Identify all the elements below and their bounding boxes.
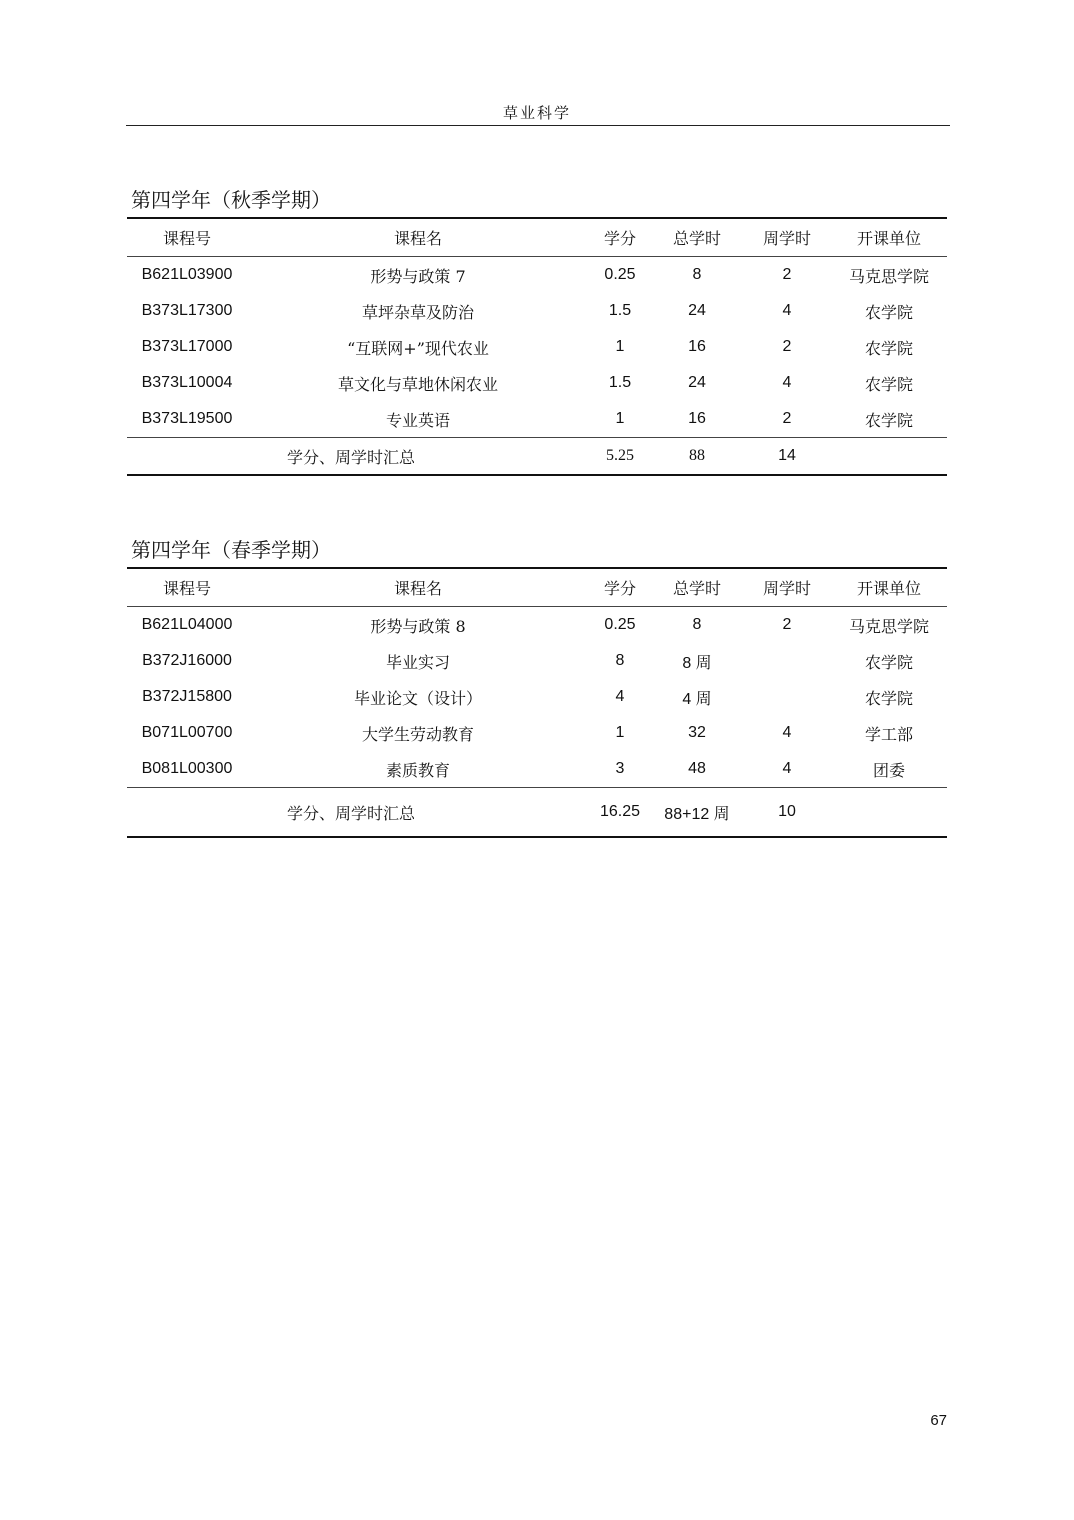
course-name: 草坪杂草及防治 [361, 302, 474, 322]
table-row [127, 751, 947, 788]
course-weekly-hours [743, 643, 831, 679]
course-unit: 团委 [872, 760, 905, 780]
page-number: 67 [930, 1412, 947, 1429]
course-code: B081L00300 [141, 760, 233, 777]
course-unit: 农学院 [864, 302, 913, 322]
course-total-hours: 16 [688, 410, 706, 427]
total-unit-empty [831, 438, 947, 476]
table-header-row [127, 218, 947, 257]
column-header-weekly-hours: 周学时 [743, 218, 831, 257]
total-label: 学分、周学时汇总 [127, 788, 589, 838]
column-header-code: 课程号 [127, 568, 247, 607]
course-name: 毕业实习 [385, 652, 450, 672]
course-weekly-hours: 4 [782, 302, 792, 319]
course-weekly-hours: 2 [782, 616, 792, 633]
course-unit: 农学院 [864, 374, 913, 394]
total-row [127, 788, 947, 838]
running-header: 草业科学 [502, 104, 571, 122]
course-code: B373L17300 [141, 302, 233, 319]
course-weekly-hours [743, 679, 831, 715]
column-header-name: 课程名 [247, 568, 589, 607]
course-weekly-hours: 2 [782, 410, 792, 427]
course-unit: 农学院 [864, 652, 913, 672]
total-weekly-hours: 14 [743, 438, 831, 476]
course-total-hours: 32 [688, 724, 706, 741]
column-header-name: 课程名 [247, 218, 589, 257]
column-header-code: 课程号 [127, 218, 247, 257]
course-credits: 1 [615, 410, 625, 427]
total-credits: 5.25 [589, 438, 651, 476]
column-header-weekly-hours: 周学时 [743, 568, 831, 607]
course-total-hours: 4 周 [682, 690, 712, 708]
course-table-autumn [127, 217, 947, 476]
table-row [127, 257, 947, 294]
course-total-hours: 8 周 [682, 654, 712, 672]
section-title-spring: 第四学年（春季学期） [131, 538, 331, 562]
course-credits: 3 [615, 760, 625, 777]
course-credits: 1.5 [608, 374, 632, 391]
course-code: B372J16000 [142, 652, 232, 669]
course-unit: 学工部 [864, 724, 913, 744]
course-name: 形势与政策 8 [370, 616, 466, 636]
course-name: 大学生劳动教育 [361, 724, 474, 744]
course-code: B372J15800 [142, 688, 232, 705]
course-credits: 1.5 [608, 302, 632, 319]
course-name: 素质教育 [385, 760, 450, 780]
course-unit: 农学院 [864, 688, 913, 708]
course-code: B621L03900 [141, 266, 233, 283]
total-weekly-hours: 10 [743, 788, 831, 838]
course-weekly-hours: 4 [782, 724, 792, 741]
table-row [127, 329, 947, 365]
course-total-hours: 48 [688, 760, 706, 777]
course-total-hours: 16 [688, 338, 706, 355]
table-row [127, 715, 947, 751]
course-code: B373L17000 [141, 338, 233, 355]
course-credits: 0.25 [604, 266, 636, 283]
course-name: 草文化与草地休闲农业 [337, 374, 498, 394]
course-name: 形势与政策 7 [370, 266, 466, 286]
column-header-credits: 学分 [589, 568, 651, 607]
course-table-spring [127, 567, 947, 838]
total-row [127, 438, 947, 476]
header-rule [126, 125, 950, 126]
course-total-hours: 8 [692, 266, 702, 283]
course-unit: 马克思学院 [848, 616, 929, 636]
course-weekly-hours: 4 [782, 374, 792, 391]
course-name: 毕业论文（设计） [353, 688, 482, 708]
course-unit: 马克思学院 [848, 266, 929, 286]
course-weekly-hours: 2 [782, 338, 792, 355]
total-hours: 88+12 周 [651, 788, 743, 838]
column-header-unit: 开课单位 [831, 218, 947, 257]
table-row [127, 607, 947, 644]
column-header-credits: 学分 [589, 218, 651, 257]
course-code: B373L10004 [141, 374, 233, 391]
course-credits: 1 [615, 724, 625, 741]
course-weekly-hours: 4 [782, 760, 792, 777]
course-credits: 4 [615, 688, 625, 705]
course-weekly-hours: 2 [782, 266, 792, 283]
section-title-autumn: 第四学年（秋季学期） [131, 188, 331, 212]
course-code: B373L19500 [141, 410, 233, 427]
total-unit-empty [831, 788, 947, 838]
course-code: B621L04000 [141, 616, 233, 633]
course-total-hours: 24 [688, 374, 706, 391]
total-label: 学分、周学时汇总 [127, 438, 589, 476]
course-credits: 0.25 [604, 616, 636, 633]
course-credits: 8 [615, 652, 625, 669]
course-unit: 农学院 [864, 338, 913, 358]
table-row [127, 643, 947, 679]
course-code: B071L00700 [141, 724, 233, 741]
column-header-unit: 开课单位 [831, 568, 947, 607]
table-row [127, 293, 947, 329]
table-header-row [127, 568, 947, 607]
total-hours: 88 [651, 438, 743, 476]
table-row [127, 679, 947, 715]
course-credits: 1 [615, 338, 625, 355]
course-unit: 农学院 [864, 410, 913, 430]
course-name: “互联网+”现代农业 [347, 338, 489, 358]
column-header-total-hours: 总学时 [651, 568, 743, 607]
course-total-hours: 8 [692, 616, 702, 633]
course-total-hours: 24 [688, 302, 706, 319]
total-credits: 16.25 [589, 788, 651, 838]
course-name: 专业英语 [385, 410, 450, 430]
table-row [127, 365, 947, 401]
column-header-total-hours: 总学时 [651, 218, 743, 257]
table-row [127, 401, 947, 438]
